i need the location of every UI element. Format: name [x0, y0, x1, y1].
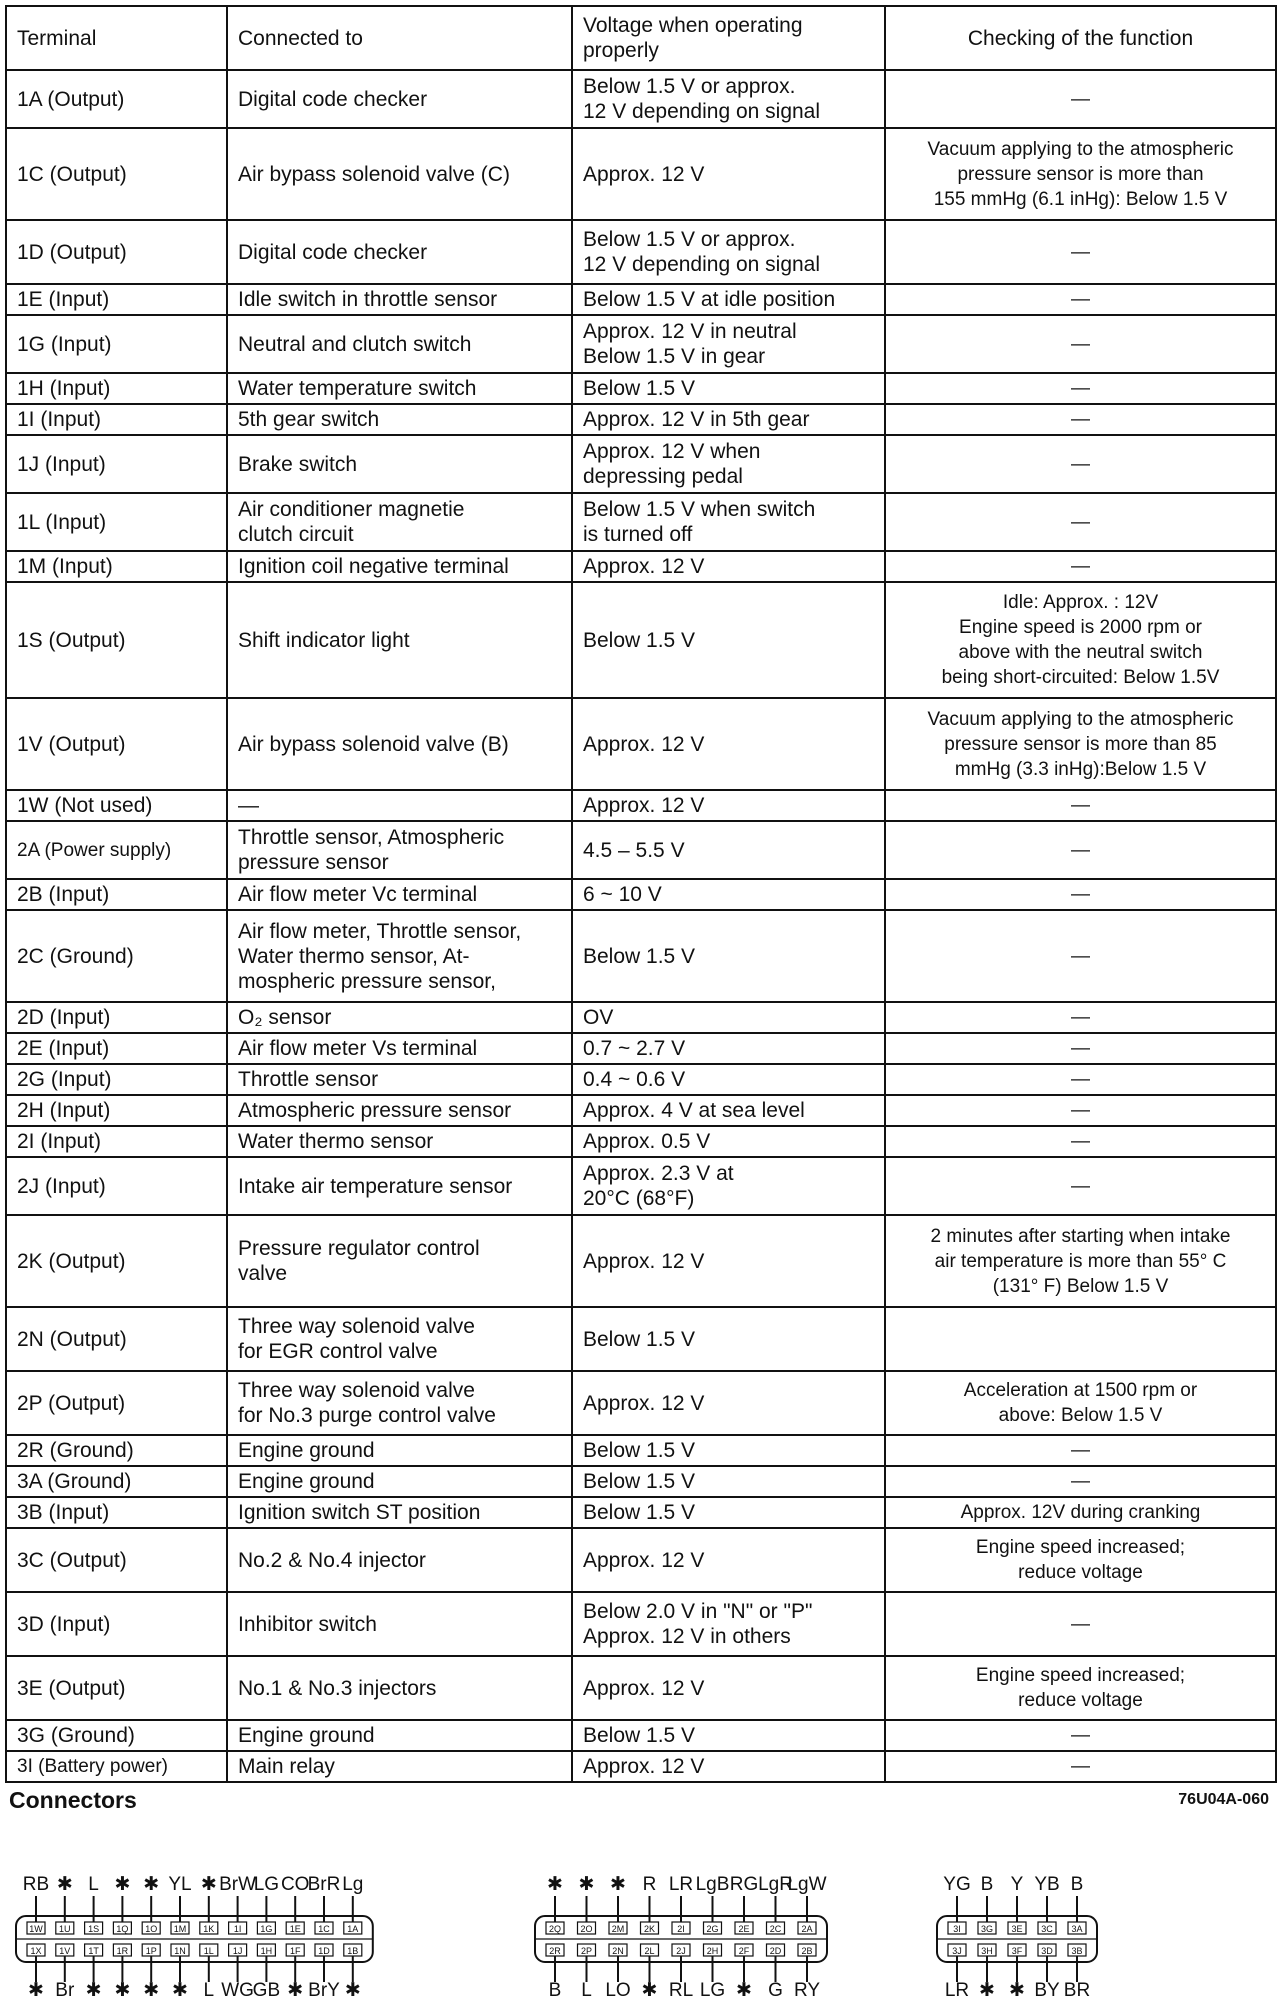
connector-2-pin-number-bottom: 2J — [676, 1946, 686, 1956]
connector-1-wire-label-top: ✱ — [200, 1874, 217, 1895]
cell-voltage: Approx. 12 V — [572, 698, 885, 790]
cell-connected-to: Main relay — [227, 1751, 572, 1782]
cell-terminal: 2D (Input) — [6, 1002, 227, 1033]
table-row — [6, 1215, 1276, 1307]
connectors-footer — [5, 1783, 1275, 1823]
cell-terminal: 1I (Input) — [6, 404, 227, 435]
table-row — [6, 551, 1276, 582]
cell-checking: — — [885, 70, 1276, 128]
cell-checking: — — [885, 1157, 1276, 1215]
connector-1-pin-number-bottom: 1N — [174, 1946, 186, 1956]
cell-checking: Acceleration at 1500 rpm or above: Below 1.5 V — [885, 1371, 1276, 1435]
connector-1-wire-label-top: BrW — [219, 1874, 257, 1895]
cell-terminal: 2C (Ground) — [6, 910, 227, 1002]
connector-3-wire-label-top: YG — [943, 1874, 971, 1895]
cell-checking: — — [885, 1435, 1276, 1466]
connector-1-pin-number-bottom: 1T — [88, 1946, 99, 1956]
connector-1-wire-label-top: ✱ — [114, 1874, 131, 1895]
connector-2-wire-label-top: ✱ — [547, 1874, 563, 1895]
cell-connected-to: Neutral and clutch switch — [227, 315, 572, 373]
cell-checking: — — [885, 435, 1276, 493]
cell-voltage: Below 1.5 V or approx. 12 V depending on signal — [572, 220, 885, 284]
cell-checking: Approx. 12V during cranking — [885, 1497, 1276, 1528]
cell-connected-to: Atmospheric pressure sensor — [227, 1095, 572, 1126]
cell-checking: — — [885, 790, 1276, 821]
cell-connected-to: Engine ground — [227, 1435, 572, 1466]
connector-3-wire-label-bottom: ✱ — [1009, 1980, 1025, 1998]
cell-checking: — — [885, 879, 1276, 910]
connector-2-wire-label-top: LgB — [695, 1874, 730, 1895]
connector-3-wire-label-bottom: BR — [1063, 1980, 1091, 1998]
connector-2-wire-label-top: RG — [729, 1874, 759, 1895]
cell-connected-to: Engine ground — [227, 1466, 572, 1497]
cell-terminal: 1L (Input) — [6, 493, 227, 551]
connector-3-pin-number-bottom: 3B — [1071, 1946, 1083, 1956]
connector-2-wire-label-bottom: ✱ — [736, 1980, 752, 1998]
connector-1-pin-number-top: 1K — [203, 1924, 215, 1934]
cell-terminal: 3G (Ground) — [6, 1720, 227, 1751]
cell-terminal: 1D (Output) — [6, 220, 227, 284]
connector-3-wire-label-top: Y — [1010, 1874, 1024, 1895]
connector-3-pin-number-bottom: 3F — [1011, 1946, 1023, 1956]
cell-voltage: Approx. 12 V — [572, 1751, 885, 1782]
connector-1-pin-number-bottom: 1B — [347, 1946, 359, 1956]
table-row — [6, 1528, 1276, 1592]
connector-2-pin-number-top: 2G — [706, 1924, 719, 1934]
cell-connected-to: Pressure regulator control valve — [227, 1215, 572, 1307]
cell-terminal: 2G (Input) — [6, 1064, 227, 1095]
connector-1-wire-label-bottom: BrY — [308, 1980, 340, 1998]
cell-terminal: 2P (Output) — [6, 1371, 227, 1435]
cell-connected-to: Digital code checker — [227, 220, 572, 284]
cell-checking: — — [885, 551, 1276, 582]
cell-terminal: 1S (Output) — [6, 582, 227, 698]
connector-2-wire-label-bottom: LO — [605, 1980, 631, 1998]
cell-checking: — — [885, 1002, 1276, 1033]
table-row — [6, 1497, 1276, 1528]
cell-voltage: Below 1.5 V — [572, 910, 885, 1002]
cell-connected-to: Air bypass solenoid valve (C) — [227, 128, 572, 220]
cell-terminal: 1M (Input) — [6, 551, 227, 582]
connector-1-wire-label-bottom: ✱ — [28, 1980, 44, 1998]
cell-connected-to: Throttle sensor, Atmospheric pressure sensor — [227, 821, 572, 879]
cell-checking: — — [885, 1592, 1276, 1656]
cell-connected-to: O₂ sensor — [227, 1002, 572, 1033]
connector-3-wire-label-bottom: ✱ — [979, 1980, 995, 1998]
connector-1-wire-label-top: ✱ — [143, 1874, 160, 1895]
cell-terminal: 2H (Input) — [6, 1095, 227, 1126]
connector-1-pin-number-top: 1U — [59, 1924, 71, 1934]
cell-connected-to: Engine ground — [227, 1720, 572, 1751]
table-row — [6, 790, 1276, 821]
connector-2-pin-number-bottom: 2F — [738, 1946, 750, 1956]
connector-diagram-svg — [5, 1872, 1275, 1998]
table-row — [6, 821, 1276, 879]
header-connected-to: Connected to — [227, 6, 572, 70]
cell-voltage: Approx. 2.3 V at 20°C (68°F) — [572, 1157, 885, 1215]
connector-1-pin-number-bottom: 1R — [116, 1946, 129, 1956]
table-row — [6, 1002, 1276, 1033]
table-row — [6, 1656, 1276, 1720]
cell-terminal: 3B (Input) — [6, 1497, 227, 1528]
connector-1-wire-label-bottom: Br — [55, 1980, 75, 1998]
connector-1-wire-label-bottom: ✱ — [172, 1980, 188, 1998]
connector-1-pin-number-bottom: 1X — [30, 1946, 42, 1956]
cell-voltage: Approx. 12 V — [572, 128, 885, 220]
connector-1-pin-number-bottom: 1D — [318, 1946, 330, 1956]
connector-2-wire-label-bottom: RY — [793, 1980, 821, 1998]
figure-code: 76U04A-060 — [1178, 1791, 1269, 1808]
connector-3-pin-number-top: 3I — [953, 1924, 961, 1934]
table-row — [6, 1720, 1276, 1751]
cell-voltage: Below 1.5 V — [572, 582, 885, 698]
connector-1-wire-label-top: YL — [168, 1874, 192, 1895]
connector-3-pin-number-top: 3G — [980, 1924, 994, 1934]
connector-1-wire-label-top: CO — [280, 1874, 310, 1895]
cell-terminal: 1G (Input) — [6, 315, 227, 373]
cell-connected-to: Air conditioner magnetie clutch circuit — [227, 493, 572, 551]
table-row — [6, 493, 1276, 551]
table-row — [6, 284, 1276, 315]
connector-1-pin-number-bottom: 1L — [203, 1946, 214, 1956]
connector-1-pin-number-top: 1W — [29, 1924, 43, 1934]
cell-checking: — — [885, 1751, 1276, 1782]
terminal-spec-table — [5, 5, 1277, 1783]
connector-1-pin-number-bottom: 1F — [289, 1946, 301, 1956]
cell-voltage: Approx. 12 V when depressing pedal — [572, 435, 885, 493]
cell-connected-to: Three way solenoid valve for EGR control valve — [227, 1307, 572, 1371]
cell-voltage: Below 1.5 V at idle position — [572, 284, 885, 315]
connector-3-pin-number-bottom: 3J — [952, 1946, 962, 1956]
connector-2-wire-label-bottom: G — [768, 1980, 783, 1998]
cell-voltage: Approx. 12 V in neutral Below 1.5 V in gear — [572, 315, 885, 373]
cell-checking: — — [885, 404, 1276, 435]
cell-connected-to: Air flow meter, Throttle sensor, Water thermo sensor, At- mospheric pressure sensor, — [227, 910, 572, 1002]
cell-terminal: 3I (Battery power) — [6, 1751, 227, 1782]
cell-voltage: Below 2.0 V in "N" or "P" Approx. 12 V in others — [572, 1592, 885, 1656]
cell-terminal: 2J (Input) — [6, 1157, 227, 1215]
connector-2-wire-label-top: LR — [668, 1874, 694, 1895]
connector-1-pin-number-bottom: 1P — [145, 1946, 157, 1956]
connector-1-wire-label-top: Lg — [342, 1874, 364, 1895]
cell-voltage: Approx. 12 V — [572, 551, 885, 582]
connector-3-pin-number-top: 3E — [1011, 1924, 1023, 1934]
cell-connected-to: — — [227, 790, 572, 821]
cell-connected-to: 5th gear switch — [227, 404, 572, 435]
cell-terminal: 3E (Output) — [6, 1656, 227, 1720]
connector-2-pin-number-top: 2I — [677, 1924, 685, 1934]
cell-connected-to: Shift indicator light — [227, 582, 572, 698]
connector-2-pin-number-bottom: 2B — [801, 1946, 813, 1956]
connector-1-wire-label-bottom: ✱ — [143, 1980, 160, 1998]
table-row — [6, 1751, 1276, 1782]
connector-2-wire-label-top: LgR — [758, 1874, 793, 1895]
connector-1-wire-label-bottom: ✱ — [344, 1980, 361, 1998]
cell-checking: — — [885, 1095, 1276, 1126]
cell-checking: Vacuum applying to the atmospheric pressure sensor is more than 85 mmHg (3.3 inHg):Below 1.5 V — [885, 698, 1276, 790]
cell-voltage: Below 1.5 V — [572, 373, 885, 404]
cell-voltage: Below 1.5 V — [572, 1466, 885, 1497]
cell-voltage: Approx. 12 V — [572, 1215, 885, 1307]
connector-2-wire-label-top: ✱ — [578, 1874, 595, 1895]
cell-checking: — — [885, 284, 1276, 315]
connector-1-pin-number-top: 1S — [88, 1924, 100, 1934]
cell-checking: Idle: Approx. : 12V Engine speed is 2000 rpm or above with the neutral switch being short-circuited: Below 1.5V — [885, 582, 1276, 698]
cell-terminal: 2R (Ground) — [6, 1435, 227, 1466]
cell-checking: Engine speed increased; reduce voltage — [885, 1528, 1276, 1592]
connector-1-pin-number-top: 1E — [289, 1924, 301, 1934]
cell-checking: Vacuum applying to the atmospheric pressure sensor is more than 155 mmHg (6.1 inHg): Below 1.5 V — [885, 128, 1276, 220]
cell-terminal: 3D (Input) — [6, 1592, 227, 1656]
table-row — [6, 404, 1276, 435]
cell-voltage: OV — [572, 1002, 885, 1033]
connector-1-wire-label-top: BrR — [307, 1874, 341, 1895]
connectors-title: Connectors — [9, 1787, 137, 1813]
cell-terminal: 2B (Input) — [6, 879, 227, 910]
cell-connected-to: No.2 & No.4 injector — [227, 1528, 572, 1592]
table-row — [6, 373, 1276, 404]
connector-2-wire-label-bottom: L — [581, 1980, 592, 1998]
connector-2-wire-label-top: ✱ — [610, 1874, 626, 1895]
cell-terminal: 2N (Output) — [6, 1307, 227, 1371]
cell-voltage: Below 1.5 V — [572, 1435, 885, 1466]
cell-voltage: 0.4 ~ 0.6 V — [572, 1064, 885, 1095]
cell-voltage: Approx. 12 V — [572, 1528, 885, 1592]
cell-connected-to: Throttle sensor — [227, 1064, 572, 1095]
connector-3-pin-number-top: 3A — [1071, 1924, 1083, 1934]
cell-connected-to: Idle switch in throttle sensor — [227, 284, 572, 315]
table-row — [6, 220, 1276, 284]
cell-terminal: 2I (Input) — [6, 1126, 227, 1157]
connector-2-wire-label-bottom: LG — [699, 1980, 726, 1998]
cell-voltage: Below 1.5 V — [572, 1720, 885, 1751]
header-checking: Checking of the function — [885, 6, 1276, 70]
cell-connected-to: Ignition switch ST position — [227, 1497, 572, 1528]
table-row — [6, 910, 1276, 1002]
connector-2-pin-number-bottom: 2H — [706, 1946, 719, 1956]
connector-2-pin-number-top: 2A — [801, 1924, 813, 1934]
cell-voltage: 4.5 – 5.5 V — [572, 821, 885, 879]
cell-checking — [885, 1307, 1276, 1371]
cell-voltage: Approx. 12 V — [572, 1371, 885, 1435]
cell-voltage: Approx. 12 V — [572, 790, 885, 821]
connector-1-wire-label-top: L — [88, 1874, 99, 1895]
connector-2-pin-number-top: 2O — [580, 1924, 593, 1934]
cell-terminal: 2E (Input) — [6, 1033, 227, 1064]
connector-1-wire-label-bottom: ✱ — [287, 1980, 304, 1998]
cell-voltage: 0.7 ~ 2.7 V — [572, 1033, 885, 1064]
connector-1-wire-label-bottom: L — [203, 1980, 215, 1998]
header-terminal: Terminal — [6, 6, 227, 70]
cell-checking: — — [885, 1033, 1276, 1064]
cell-checking: — — [885, 373, 1276, 404]
cell-checking: — — [885, 315, 1276, 373]
cell-terminal: 1E (Input) — [6, 284, 227, 315]
connector-1-pin-number-top: 1Q — [116, 1924, 129, 1934]
cell-connected-to: Intake air temperature sensor — [227, 1157, 572, 1215]
table-row — [6, 1435, 1276, 1466]
connector-3-pin-number-bottom: 3H — [981, 1946, 993, 1956]
table-header-row — [6, 6, 1276, 70]
cell-checking: — — [885, 220, 1276, 284]
header-voltage: Voltage when operating properly — [572, 6, 885, 70]
connector-2-wire-label-top: R — [642, 1874, 657, 1895]
connector-2-pin-number-bottom: 2P — [580, 1946, 593, 1956]
cell-terminal: 3A (Ground) — [6, 1466, 227, 1497]
connector-3-pin-number-bottom: 3D — [1041, 1946, 1053, 1956]
connector-1-pin-number-top: 1C — [318, 1924, 330, 1934]
connector-2-wire-label-bottom: ✱ — [641, 1980, 658, 1998]
connector-2-pin-number-bottom: 2L — [644, 1946, 655, 1956]
connector-2-pin-number-bottom: 2R — [549, 1946, 561, 1956]
table-row — [6, 879, 1276, 910]
connector-3-wire-label-top: YB — [1034, 1874, 1060, 1895]
table-row — [6, 435, 1276, 493]
connector-diagrams — [5, 1872, 1275, 1998]
cell-voltage: 6 ~ 10 V — [572, 879, 885, 910]
connector-1-wire-label-bottom: WG — [221, 1980, 254, 1998]
cell-connected-to: Digital code checker — [227, 70, 572, 128]
connector-1-pin-number-bottom: 1H — [260, 1946, 273, 1956]
connector-1-pin-number-top: 1G — [260, 1924, 273, 1934]
cell-voltage: Approx. 12 V in 5th gear — [572, 404, 885, 435]
table-row — [6, 128, 1276, 220]
connector-2-wire-label-bottom: B — [548, 1980, 562, 1998]
connector-2-wire-label-bottom: RL — [668, 1980, 694, 1998]
table-row — [6, 582, 1276, 698]
cell-connected-to: Brake switch — [227, 435, 572, 493]
cell-terminal: 1V (Output) — [6, 698, 227, 790]
cell-voltage: Approx. 0.5 V — [572, 1126, 885, 1157]
table-row — [6, 1371, 1276, 1435]
cell-voltage: Below 1.5 V — [572, 1307, 885, 1371]
cell-connected-to: Water thermo sensor — [227, 1126, 572, 1157]
connector-2-pin-number-top: 2Q — [548, 1924, 562, 1934]
connector-1-pin-number-bottom: 1V — [59, 1946, 71, 1956]
connector-1-wire-label-top: RB — [22, 1874, 50, 1895]
connector-1-pin-number-top: 1A — [347, 1924, 359, 1934]
cell-checking: 2 minutes after starting when intake air temperature is more than 55° C (131° F) Below 1.5 V — [885, 1215, 1276, 1307]
table-row — [6, 1307, 1276, 1371]
connector-3-wire-label-bottom: BY — [1034, 1980, 1060, 1998]
connector-1-wire-label-top: ✱ — [56, 1874, 73, 1895]
table-row — [6, 1033, 1276, 1064]
cell-checking: — — [885, 1720, 1276, 1751]
table-row — [6, 1157, 1276, 1215]
cell-checking: — — [885, 493, 1276, 551]
connector-3-wire-label-top: B — [1070, 1874, 1084, 1895]
cell-terminal: 2A (Power supply) — [6, 821, 227, 879]
cell-voltage: Approx. 4 V at sea level — [572, 1095, 885, 1126]
cell-checking: — — [885, 821, 1276, 879]
connector-2-pin-number-bottom: 2D — [769, 1946, 782, 1956]
cell-connected-to: Air flow meter Vc terminal — [227, 879, 572, 910]
cell-connected-to: Air bypass solenoid valve (B) — [227, 698, 572, 790]
cell-checking: Engine speed increased; reduce voltage — [885, 1656, 1276, 1720]
connector-3-pin-number-top: 3C — [1041, 1924, 1053, 1934]
cell-connected-to: Air flow meter Vs terminal — [227, 1033, 572, 1064]
connector-3-wire-label-top: B — [980, 1874, 994, 1895]
cell-terminal: 1W (Not used) — [6, 790, 227, 821]
connector-1-wire-label-bottom: GB — [252, 1980, 281, 1998]
connector-1-wire-label-top: LG — [253, 1874, 280, 1895]
connector-3-wire-label-bottom: LR — [944, 1980, 970, 1998]
cell-voltage: Below 1.5 V when switch is turned off — [572, 493, 885, 551]
cell-connected-to: Three way solenoid valve for No.3 purge control valve — [227, 1371, 572, 1435]
table-row — [6, 315, 1276, 373]
table-row — [6, 1095, 1276, 1126]
connector-1-wire-label-bottom: ✱ — [85, 1980, 102, 1998]
cell-checking: — — [885, 910, 1276, 1002]
table-row — [6, 1126, 1276, 1157]
connector-2-pin-number-top: 2C — [769, 1924, 782, 1934]
cell-terminal: 2K (Output) — [6, 1215, 227, 1307]
cell-terminal: 3C (Output) — [6, 1528, 227, 1592]
cell-checking: — — [885, 1466, 1276, 1497]
cell-checking: — — [885, 1064, 1276, 1095]
cell-terminal: 1A (Output) — [6, 70, 227, 128]
document-sheet — [5, 5, 1275, 1823]
table-row — [6, 1592, 1276, 1656]
table-body — [6, 70, 1276, 1782]
table-row — [6, 70, 1276, 128]
connector-1-pin-number-top: 1O — [145, 1924, 158, 1934]
cell-voltage: Below 1.5 V or approx. 12 V depending on signal — [572, 70, 885, 128]
table-row — [6, 1064, 1276, 1095]
connector-1-wire-label-bottom: ✱ — [114, 1980, 131, 1998]
cell-connected-to: Ignition coil negative terminal — [227, 551, 572, 582]
cell-connected-to: Inhibitor switch — [227, 1592, 572, 1656]
connector-2-wire-label-top: LgW — [787, 1874, 827, 1895]
connector-1-pin-number-top: 1M — [173, 1924, 187, 1934]
connector-2-pin-number-bottom: 2N — [612, 1946, 624, 1956]
connector-1-pin-number-top: 1I — [233, 1924, 242, 1934]
cell-terminal: 1H (Input) — [6, 373, 227, 404]
cell-terminal: 1C (Output) — [6, 128, 227, 220]
cell-checking: — — [885, 1126, 1276, 1157]
table-row — [6, 1466, 1276, 1497]
connector-2-pin-number-top: 2M — [611, 1924, 625, 1934]
cell-connected-to: Water temperature switch — [227, 373, 572, 404]
connector-2-pin-number-top: 2K — [643, 1924, 656, 1934]
table-row — [6, 698, 1276, 790]
cell-voltage: Below 1.5 V — [572, 1497, 885, 1528]
cell-connected-to: No.1 & No.3 injectors — [227, 1656, 572, 1720]
connector-2-pin-number-top: 2E — [738, 1924, 750, 1934]
cell-terminal: 1J (Input) — [6, 435, 227, 493]
cell-voltage: Approx. 12 V — [572, 1656, 885, 1720]
connector-1-pin-number-bottom: 1J — [232, 1946, 243, 1956]
